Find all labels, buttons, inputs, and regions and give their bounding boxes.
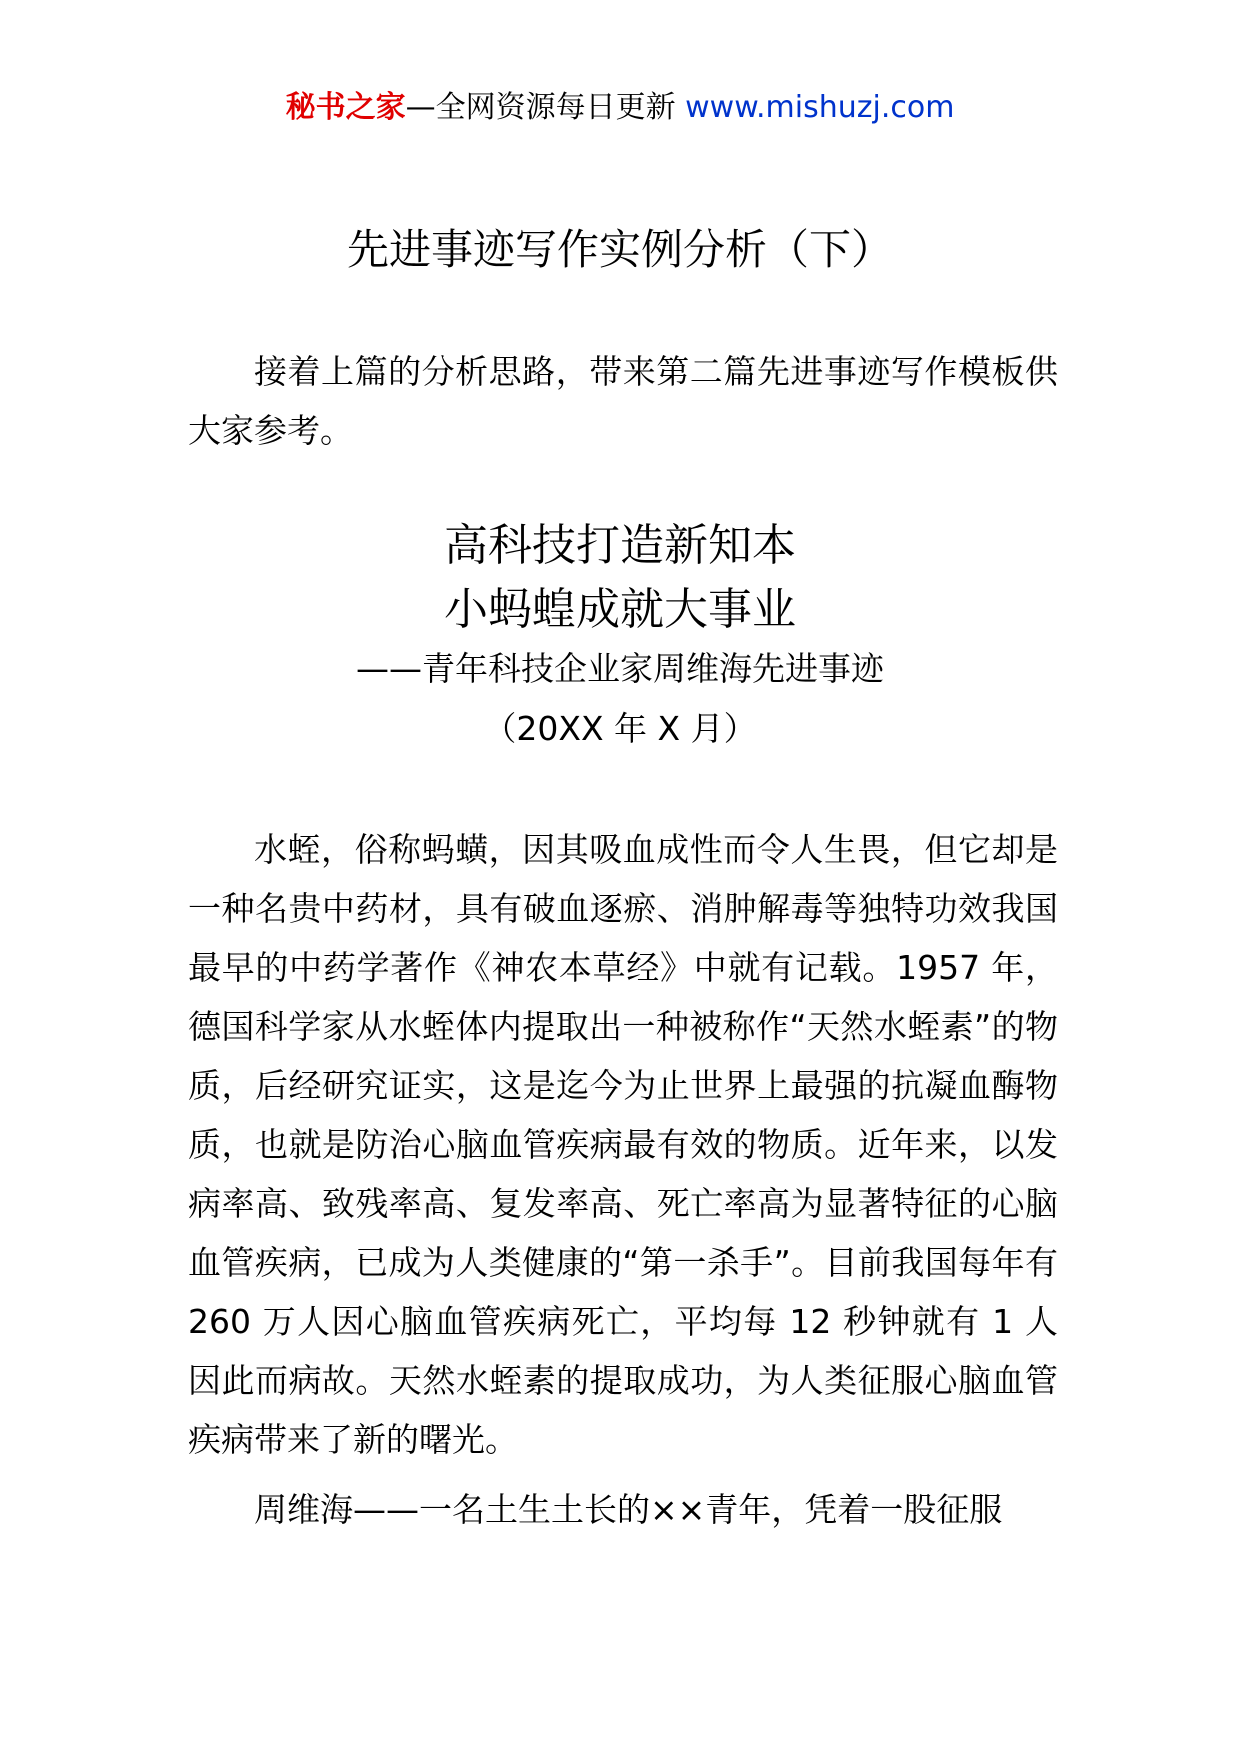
article-headline-line-2: 小蚂蝗成就大事业 <box>444 584 796 635</box>
document-title: 先进事迹写作实例分析（下） <box>346 225 893 274</box>
article-date: （20XX 年 X 月） <box>483 709 757 748</box>
site-url-link[interactable]: www.mishuzj.com <box>685 90 955 125</box>
article-headline-line-1: 高科技打造新知本 <box>444 520 796 571</box>
site-slogan: —全网资源每日更新 <box>405 90 676 125</box>
body-paragraph: 周维海——一名土生土长的××青年，凭着一股征服 <box>254 1490 1003 1529</box>
site-header <box>0 88 1240 128</box>
body-paragraph: 水蛭，俗称蚂蟥，因其吸血成性而令人生畏，但它却是一种名贵中药材，具有破血逐瘀、消肿解毒等独特功效我国最早的中药学著作《神农本草经》中就有记载。1957 年，德国科学家从水蛭体内提取出一种被称作“天然水蛭素”的物质，后经研究证实，这是迄今为止世界上最强的抗凝血酶物质，也就是防治心脑血管疾病最有效的物质。近年来，以发病率高、致残率高、复发率高、死亡率高为显著特征的心脑血管疾病，已成为人类健康的“第一杀手”。目前我国每年有 260 万人因心脑血管疾病死亡，平均每 12 秒钟就有 1 人因此而病故。天然水蛭素的提取成功，为人类征服心脑血管疾病带来了新的曙光。 <box>188 830 1058 1459</box>
site-brand: 秘书之家 <box>285 90 406 125</box>
intro-paragraph: 接着上篇的分析思路，带来第二篇先进事迹写作模板供大家参考。 <box>188 352 1058 450</box>
article-subtitle: ——青年科技企业家周维海先进事迹 <box>356 649 884 688</box>
